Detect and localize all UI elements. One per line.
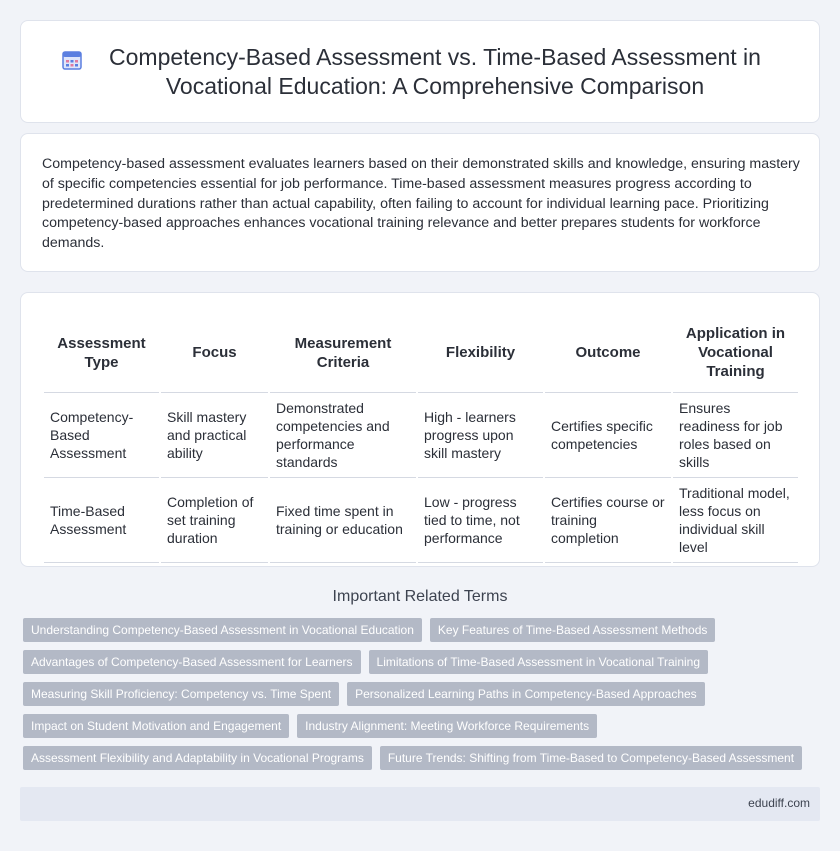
table-cell: Skill mastery and practical ability — [161, 393, 268, 478]
table-row — [44, 393, 798, 478]
related-terms-title: Important Related Terms — [332, 588, 508, 605]
related-term-tag[interactable]: Measuring Skill Proficiency: Competency vs. Time Spent — [23, 682, 339, 706]
table-cell: Traditional model, less focus on individual skill level — [673, 478, 798, 563]
header-application: Application in Vocational Training — [673, 313, 798, 393]
page-title: Competency-Based Assessment vs. Time-Based Assessment in Vocational Education: A Comprehensive Comparison — [109, 43, 761, 99]
table-cell: Time-Based Assessment — [44, 478, 159, 563]
related-term-tag[interactable]: Key Features of Time-Based Assessment Methods — [430, 618, 715, 642]
header-outcome: Outcome — [545, 313, 671, 393]
related-term-tag[interactable]: Advantages of Competency-Based Assessment for Learners — [23, 650, 361, 674]
related-term-tag[interactable]: Impact on Student Motivation and Engagement — [23, 714, 289, 738]
related-term-tag[interactable]: Assessment Flexibility and Adaptability in Vocational Programs — [23, 746, 372, 770]
table-cell: High - learners progress upon skill mastery — [418, 393, 543, 478]
header-assessment-type: Assessment Type — [44, 313, 159, 393]
table-cell: Competency-Based Assessment — [44, 393, 159, 478]
footer-site-link[interactable]: edudiff.com — [748, 796, 810, 810]
related-terms-section — [20, 588, 820, 770]
intro-text: Competency-based assessment evaluates learners based on their demonstrated skills and knowledge, ensuring mastery of specific competencies essential for job performance. Time-based assessment measures progress according to predetermined durations rather than actual capability, often failing to account for individual learning pace. Prioritizing competency-based approaches enhances vocational training relevance and better prepares students for workforce demands. — [42, 156, 800, 252]
footer — [20, 787, 820, 821]
related-term-tag[interactable]: Limitations of Time-Based Assessment in Vocational Training — [369, 650, 709, 674]
table-cell: Ensures readiness for job roles based on skills — [673, 393, 798, 478]
table-cell: Demonstrated competencies and performance standards — [270, 393, 416, 478]
comparison-table-card — [20, 292, 820, 567]
table-cell: Certifies specific competencies — [545, 393, 671, 478]
related-term-tag[interactable]: Personalized Learning Paths in Competency-Based Approaches — [347, 682, 705, 706]
table-cell: Completion of set training duration — [161, 478, 268, 563]
header-focus: Focus — [161, 313, 268, 393]
header-flexibility: Flexibility — [418, 313, 543, 393]
table-cell: Fixed time spent in training or education — [270, 478, 416, 563]
header-measurement-criteria: Measurement Criteria — [270, 313, 416, 393]
related-term-tag[interactable]: Future Trends: Shifting from Time-Based to Competency-Based Assessment — [380, 746, 802, 770]
related-term-tag[interactable]: Understanding Competency-Based Assessment in Vocational Education — [23, 618, 422, 642]
table-cell: Certifies course or training completion — [545, 478, 671, 563]
table-row — [44, 478, 798, 563]
related-terms-list — [20, 618, 820, 770]
table-header-row — [44, 313, 798, 393]
related-term-tag[interactable]: Industry Alignment: Meeting Workforce Requirements — [297, 714, 597, 738]
title-card — [20, 20, 820, 123]
intro-card — [20, 133, 820, 272]
table-cell: Low - progress tied to time, not performance — [418, 478, 543, 563]
comparison-table — [42, 313, 800, 563]
